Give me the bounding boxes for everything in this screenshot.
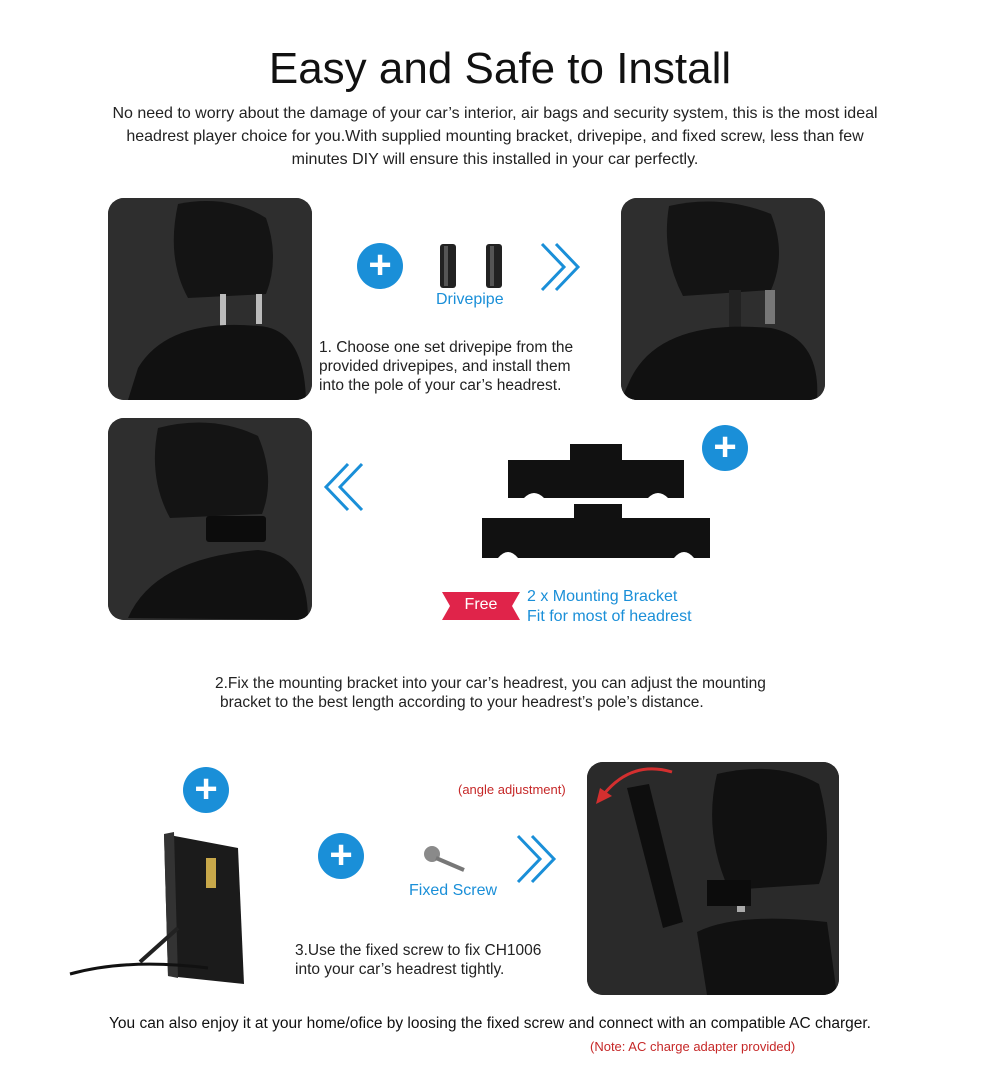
plus-icon: + xyxy=(357,243,403,289)
footer-note: (Note: AC charge adapter provided) xyxy=(590,1039,796,1054)
double-chevron-left-icon xyxy=(318,460,370,519)
headrest-player-device-image xyxy=(68,828,248,988)
plus-icon: + xyxy=(318,833,364,879)
intro-paragraph: No need to worry about the damage of your car’s interior, air bags and security system, this is the most ideal headrest player choice for you.With supplied mounting bracket, drivepipe, and fixed screw, less than few minutes DIY will ensure this installed in your car perfectly. xyxy=(112,105,878,168)
step2-text: 2.Fix the mounting bracket into your car’s headrest, you can adjust the mounting bracket to the best length according to your headrest’s pole’s distance. xyxy=(215,675,766,711)
plus-icon: + xyxy=(702,425,748,471)
plus-icon: + xyxy=(183,767,229,813)
free-badge: Free xyxy=(442,592,520,620)
step1-text: 1. Choose one set drivepipe from the provided drivepipes, and install them into the pole of your car’s headrest. xyxy=(319,339,574,394)
mounting-bracket-image xyxy=(478,440,714,568)
footer-text: You can also enjoy it at your home/ofice by loosing the fixed screw and connect with an compatible AC charger. xyxy=(109,1015,871,1032)
headrest-photo-with-drivepipe xyxy=(621,198,825,400)
fixed-screw-image xyxy=(420,842,472,876)
angle-adjustment-label: (angle adjustment) xyxy=(458,782,566,797)
step3-text: 3.Use the fixed screw to fix CH1006 into your car’s headrest tightly. xyxy=(295,942,542,978)
fixed-screw-label: Fixed Screw xyxy=(409,882,498,899)
double-chevron-right-icon xyxy=(514,832,562,891)
drivepipe-image xyxy=(436,242,506,290)
headrest-photo-with-bracket xyxy=(108,418,312,620)
headrest-photo-before xyxy=(108,198,312,400)
curved-arrow-icon xyxy=(592,764,678,817)
bracket-caption: 2 x Mounting Bracket Fit for most of headrest xyxy=(527,588,692,625)
drivepipe-label: Drivepipe xyxy=(436,291,504,308)
double-chevron-right-icon xyxy=(538,240,586,299)
page-title: Easy and Safe to Install xyxy=(268,44,732,93)
